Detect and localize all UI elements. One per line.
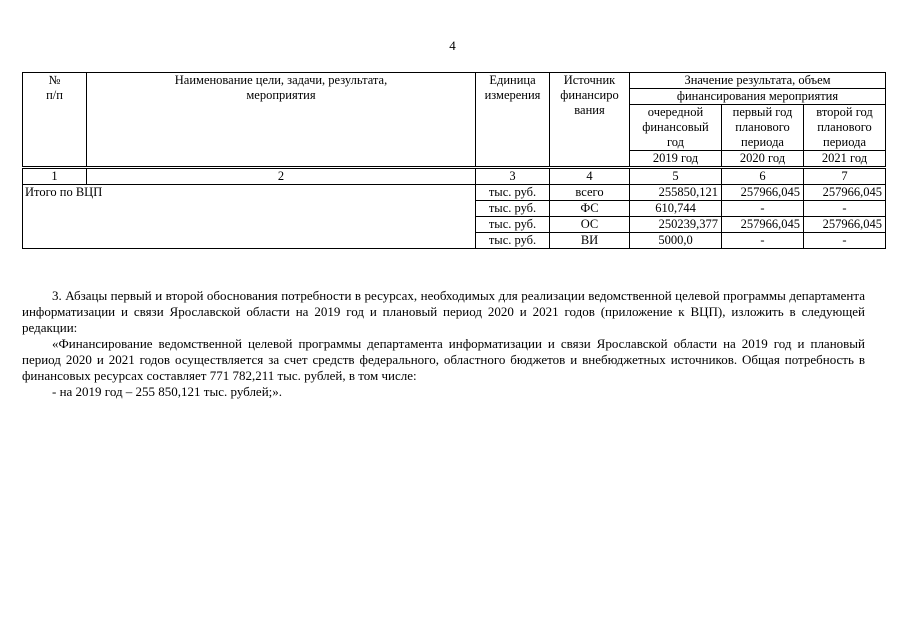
header-name-line: Наименование цели, задачи, результата,: [174, 73, 388, 87]
column-number: 4: [550, 168, 630, 185]
value-2020: 257966,045: [722, 217, 804, 233]
header-source-line: Источник: [563, 73, 616, 87]
value-2019: 255850,121: [630, 185, 722, 201]
header-source-line: вания: [574, 103, 605, 117]
source-cell: всего: [550, 185, 630, 201]
header-row-1: [23, 73, 886, 89]
source-cell: ВИ: [550, 233, 630, 249]
header-col5: [630, 105, 722, 151]
column-number: 7: [804, 168, 886, 185]
unit-cell: тыс. руб.: [476, 185, 550, 201]
header-col6: [722, 105, 804, 151]
header-col5-line: финансовый: [642, 120, 709, 134]
header-value-group-line: финансирования мероприятия: [630, 89, 886, 105]
header-unit-line: Единица: [489, 73, 536, 87]
source-cell: ОС: [550, 217, 630, 233]
value-2021: 257966,045: [804, 185, 886, 201]
value-2019: 5000,0: [630, 233, 722, 249]
page-number: 4: [449, 38, 456, 53]
header-year-2020: 2020 год: [722, 151, 804, 168]
column-number: 3: [476, 168, 550, 185]
value-2021: -: [804, 233, 886, 249]
header-number-line: п/п: [46, 88, 63, 102]
unit-cell: тыс. руб.: [476, 217, 550, 233]
header-name: [87, 73, 476, 168]
paragraph-item-3: 3. Абзацы первый и второй обоснования потребности в ресурсах, необходимых для реализации ведомственной целевой программы департамента информатизации и связи Ярославской области на 2019 год и плановый период 2020 и 2021 годов (приложение к ВЦП), изложить в следующей редакции:: [22, 288, 865, 335]
column-number: 5: [630, 168, 722, 185]
header-col6-line: планового: [735, 120, 790, 134]
header-name-line: мероприятия: [246, 88, 316, 102]
unit-cell: тыс. руб.: [476, 201, 550, 217]
header-col6-line: первый год: [732, 105, 793, 119]
financing-table: [22, 72, 886, 249]
table-row: [23, 185, 886, 201]
header-col7-line: второй год: [816, 105, 873, 119]
column-number-row: [23, 168, 886, 185]
header-source-line: финансиро: [560, 88, 619, 102]
header-value-group: Значение результата, объем: [630, 73, 886, 89]
header-col7: [804, 105, 886, 151]
unit-cell: тыс. руб.: [476, 233, 550, 249]
header-number-line: №: [48, 73, 61, 87]
paragraph-list-item: - на 2019 год – 255 850,121 тыс. рублей;».: [52, 384, 283, 399]
source-cell: ФС: [550, 201, 630, 217]
value-2019: 610,744: [630, 201, 722, 217]
header-unit: [476, 73, 550, 168]
header-source: [550, 73, 630, 168]
header-col6-line: периода: [741, 135, 784, 149]
total-label: Итого по ВЦП: [23, 185, 476, 249]
header-year-2019: 2019 год: [630, 151, 722, 168]
header-col7-line: планового: [817, 120, 872, 134]
value-2021: 257966,045: [804, 217, 886, 233]
header-col5-line: очередной: [647, 105, 704, 119]
column-number: 6: [722, 168, 804, 185]
body-text: [22, 288, 865, 400]
column-number: 1: [23, 168, 87, 185]
paragraph-quoted: «Финансирование ведомственной целевой программы департамента информатизации и связи Ярославской области на 2019 год и плановый период 2020 и 2021 годов осуществляется за счет средств федерального, областного бюджетов и внебюджетных источников. Общая потребность в финансовых ресурсах составляет 771 782,211 тыс. рублей, в том числе:: [22, 336, 865, 383]
value-2020: -: [722, 233, 804, 249]
value-2019: 250239,377: [630, 217, 722, 233]
header-col5-line: год: [666, 135, 685, 149]
column-number: 2: [87, 168, 476, 185]
header-number: [23, 73, 87, 168]
header-col7-line: периода: [823, 135, 866, 149]
value-2020: -: [722, 201, 804, 217]
value-2021: -: [804, 201, 886, 217]
header-unit-line: измерения: [484, 88, 541, 102]
header-year-2021: 2021 год: [804, 151, 886, 168]
value-2020: 257966,045: [722, 185, 804, 201]
